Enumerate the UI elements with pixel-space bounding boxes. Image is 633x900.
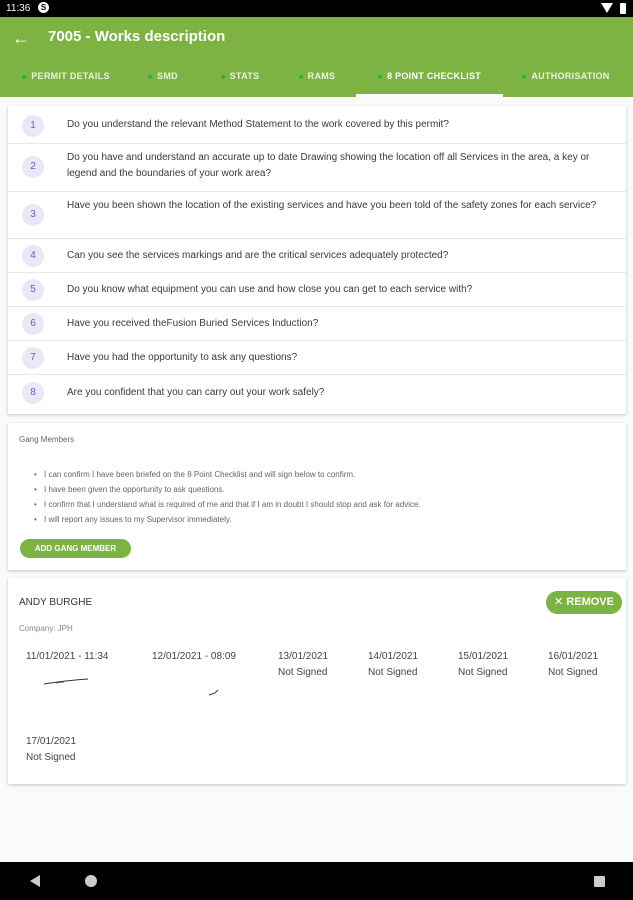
checklist-item: [8, 144, 626, 192]
gang-member-card: [8, 578, 626, 784]
nav-recents-icon[interactable]: [594, 876, 605, 887]
item-number-badge: 5: [22, 279, 44, 301]
signature-day[interactable]: [26, 734, 76, 766]
checklist-question: Do you know what equipment you can use and how close you can get to each service with?: [67, 284, 473, 295]
signature-date: 16/01/2021: [548, 651, 599, 662]
checklist-question: Are you confident that you can carry out your work safely?: [67, 387, 325, 398]
item-number-badge: 8: [22, 382, 44, 404]
status-bar: [0, 0, 633, 17]
signature-date: 15/01/2021: [458, 651, 509, 662]
status-dot-icon: [22, 75, 26, 79]
item-number-badge: 6: [22, 313, 44, 335]
checklist-question: Do you have and understand an accurate up to date Drawing showing the location off all Services in the area, a key or legend and the boundaries of your work area?: [67, 152, 590, 179]
tab-authorisation[interactable]: AUTHORISATION: [514, 66, 618, 97]
status-dot-icon: [148, 75, 152, 79]
remove-label: REMOVE: [566, 596, 614, 608]
checklist-item: [8, 307, 626, 341]
signature-date: 14/01/2021: [368, 651, 419, 662]
signature-date: 12/01/2021 - 08:09: [152, 651, 236, 662]
status-dot-icon: [221, 75, 225, 79]
checklist-item: [8, 106, 626, 144]
item-number-badge: 2: [22, 156, 44, 178]
system-nav-bar: [0, 862, 633, 900]
gang-confirmation-list: [30, 467, 610, 527]
checklist-item: [8, 273, 626, 307]
signature-status: Not Signed: [548, 667, 598, 678]
close-icon: ✕: [554, 596, 564, 608]
checklist-question: Can you see the services markings and are the critical services adequately protected?: [67, 250, 449, 261]
tab-rams[interactable]: RAMS: [294, 66, 340, 97]
signature-day[interactable]: [152, 649, 236, 665]
signature-date: 11/01/2021 - 11:34: [26, 651, 109, 662]
status-dot-icon: [299, 75, 303, 79]
sync-icon: S: [38, 2, 49, 13]
add-gang-member-button[interactable]: ADD GANG MEMBER: [20, 539, 131, 558]
checklist-card: [8, 106, 626, 414]
remove-member-button[interactable]: [546, 591, 622, 614]
signature-status: Not Signed: [458, 667, 508, 678]
signature-day[interactable]: [26, 649, 108, 665]
item-number-badge: 4: [22, 245, 44, 267]
list-item: • I confirm that I understand what is required of me and that if I am in doubt I should stop and ask for advice.: [30, 497, 610, 512]
status-time: 11:36: [6, 3, 31, 14]
item-number-badge: 7: [22, 347, 44, 369]
page-title: 7005 - Works description: [48, 28, 226, 45]
tab-permit-details[interactable]: PERMIT DETAILS: [16, 66, 116, 97]
back-arrow-icon[interactable]: ←: [12, 28, 30, 48]
checklist-question: Have you had the opportunity to ask any questions?: [67, 352, 298, 363]
checklist-question: Do you understand the relevant Method Statement to the work covered by this permit?: [67, 119, 449, 130]
list-item: • I will report any issues to my Supervisor immediately.: [30, 512, 610, 527]
status-dot-icon: [378, 75, 382, 79]
member-company: Company: JPH: [19, 624, 73, 633]
member-name: ANDY BURGHE: [19, 597, 93, 608]
tab-smd[interactable]: SMD: [142, 66, 184, 97]
checklist-item: [8, 192, 626, 239]
signature-image: [206, 686, 226, 698]
item-number-badge: 3: [22, 204, 44, 226]
checklist-item: [8, 341, 626, 375]
item-number-badge: 1: [22, 115, 44, 137]
checklist-question: Have you been shown the location of the existing services and have you been told of the safety zones for each service?: [67, 200, 597, 211]
signature-date: 13/01/2021: [278, 651, 329, 662]
signature-status: Not Signed: [368, 667, 418, 678]
signature-image: [42, 674, 92, 688]
signature-status: Not Signed: [278, 667, 328, 678]
battery-icon: [620, 3, 626, 14]
checklist-item: [8, 239, 626, 273]
list-item: • I can confirm I have been briefed on the 8 Point Checklist and will sign below to confirm.: [30, 467, 610, 482]
tab-stats[interactable]: STATS: [216, 66, 264, 97]
list-item: • I have been given the opportunity to ask questions.: [30, 482, 610, 497]
wifi-icon: [601, 3, 613, 13]
checklist-item: [8, 375, 626, 414]
status-dot-icon: [522, 75, 526, 79]
signature-day[interactable]: [368, 649, 418, 681]
signature-day[interactable]: [458, 649, 508, 681]
signature-day[interactable]: [548, 649, 598, 681]
checklist-question: Have you received theFusion Buried Services Induction?: [67, 318, 319, 329]
nav-home-icon[interactable]: [85, 875, 97, 887]
signature-date: 17/01/2021: [26, 736, 77, 747]
gang-members-card: [8, 423, 626, 570]
tab-8-point-checklist[interactable]: 8 POINT CHECKLIST: [356, 66, 503, 97]
nav-back-icon[interactable]: [30, 875, 40, 887]
signature-status: Not Signed: [26, 752, 76, 763]
app-bar: [0, 17, 633, 97]
gang-members-title: Gang Members: [19, 435, 75, 444]
tab-bar: [0, 66, 633, 97]
signature-day[interactable]: [278, 649, 328, 681]
